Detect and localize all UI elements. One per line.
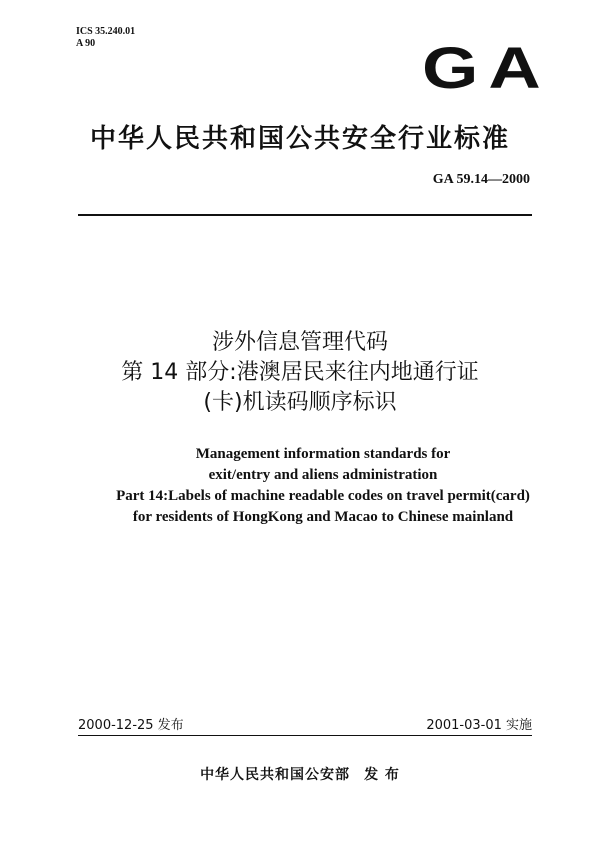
publisher-name: 中华人民共和国公安部 (200, 767, 351, 783)
classification-codes (76, 26, 135, 50)
chinese-title (0, 328, 600, 418)
english-title-line-4: for residents of HongKong and Macao to Chinese mainland (132, 509, 514, 525)
english-title-line-3: Part 14:Labels of machine readable codes on travel permit(card) (116, 488, 530, 504)
issue-date: 2000-12-25 发布 (78, 718, 184, 733)
standard-title: 中华人民共和国公共安全行业标准 (89, 124, 510, 154)
publisher-action: 发 布 (364, 767, 400, 783)
english-title-line-2: exit/entry and aliens administration (208, 467, 438, 483)
chinese-title-line-3: (卡)机读码顺序标识 (203, 390, 397, 415)
ics-code: ICS 35.240.01 (76, 26, 136, 37)
standard-number: GA 59.14—2000 (432, 172, 530, 187)
implementation-date: 2001-03-01 实施 (426, 718, 532, 733)
header-divider (78, 214, 532, 216)
english-title (0, 444, 600, 528)
chinese-title-line-2: 第 14 部分:港澳居民来往内地通行证 (121, 360, 479, 385)
footer-divider (78, 735, 532, 736)
chinese-title-line-1: 涉外信息管理代码 (211, 330, 388, 355)
publisher (0, 764, 600, 784)
english-title-line-1: Management information standards for (195, 446, 451, 462)
ccs-code: A 90 (76, 38, 96, 49)
ga-logo: GA (422, 36, 551, 101)
